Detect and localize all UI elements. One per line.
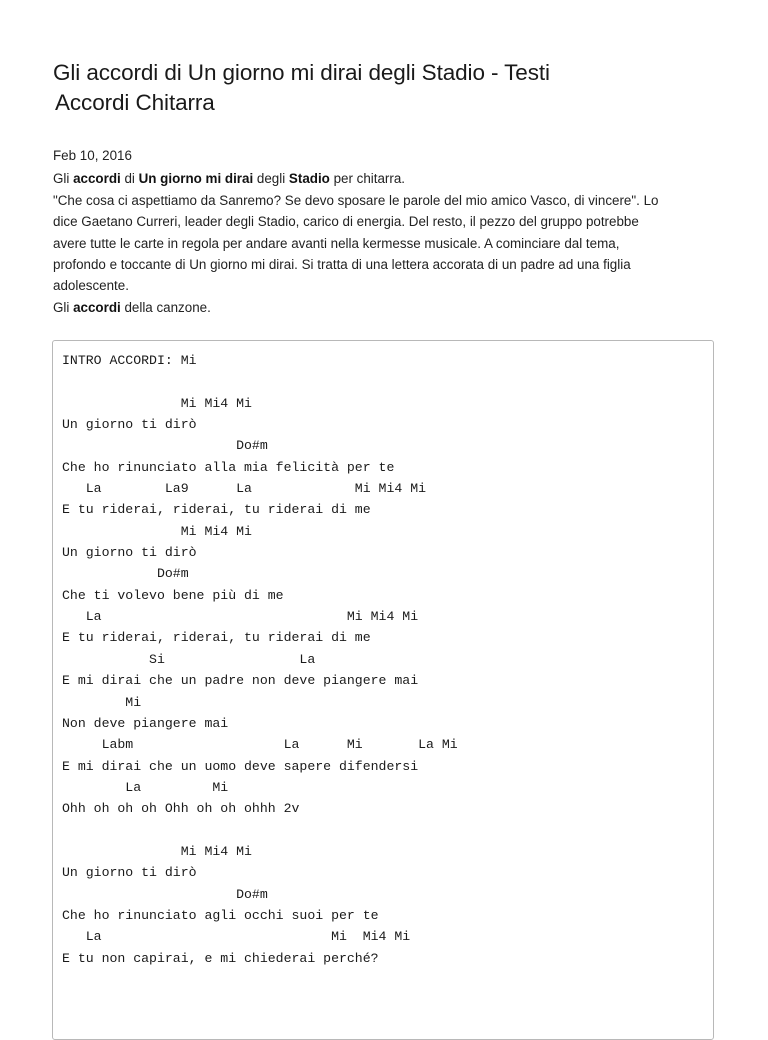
chord-line: Ohh oh oh oh Ohh oh oh ohhh 2v (62, 801, 300, 817)
chord-line: Che ti volevo bene più di me (62, 587, 284, 603)
chord-line: INTRO ACCORDI: Mi (62, 353, 197, 368)
description-line: "Che cosa ci aspettiamo da Sanremo? Se devo sposare le parole del mio amico Vasco, di vincere". Lo (53, 193, 659, 208)
intro-band-name: Stadio (288, 170, 330, 186)
chord-line: La Mi Mi4 Mi (62, 609, 419, 625)
chord-line: Mi (62, 694, 142, 710)
chord-line: Che ho rinunciato alla mia felicità per te (62, 459, 395, 475)
publish-date: Feb 10, 2016 (53, 148, 132, 163)
chord-line: Che ho rinunciato agli occhi suoi per te (62, 907, 379, 923)
chord-line: Mi Mi4 Mi (62, 523, 252, 539)
chord-line: Mi Mi4 Mi (62, 395, 252, 411)
chord-line: E mi dirai che un padre non deve piangere mai (62, 673, 419, 689)
intro-text-1: Gli (53, 170, 74, 186)
intro-text-3: degli (253, 170, 289, 186)
chords-text (53, 341, 713, 969)
chord-line: Un giorno ti dirò (62, 865, 197, 881)
intro-text-4: per chitarra. (329, 170, 406, 186)
intro-text-2: di (120, 170, 139, 186)
chord-line: Do#m (62, 566, 189, 582)
chord-line: Labm La Mi La Mi (62, 737, 458, 753)
description-line: avere tutte le carte in regola per andare avanti nella kermesse musicale. A cominciare dal tema, (53, 235, 620, 251)
chord-line: E tu riderai, riderai, tu riderai di me (62, 630, 371, 646)
title-line-2: Accordi Chitarra (55, 90, 215, 115)
description-line: profondo e toccante di Un giorno mi dirai. Si tratta di una lettera accorata di un padre ad una figlia (53, 257, 631, 273)
outro-text-2: della canzone. (120, 299, 211, 315)
chord-line: Un giorno ti dirò (62, 417, 197, 433)
outro-text-1: Gli (53, 299, 74, 315)
intro-sentence (53, 168, 723, 191)
intro-keyword-accordi: accordi (73, 170, 121, 186)
chord-line: Do#m (62, 438, 268, 454)
description-paragraph (53, 190, 723, 297)
chord-line: La La9 La Mi Mi4 Mi (62, 481, 427, 497)
chord-line: E mi dirai che un uomo deve sapere difendersi (62, 758, 419, 774)
chord-line (62, 820, 713, 841)
article-title (53, 58, 733, 118)
chord-line: E tu non capirai, e mi chiederai perché? (62, 950, 379, 966)
chord-line: La Mi Mi4 Mi (62, 929, 411, 945)
outro-keyword-accordi: accordi (73, 299, 121, 315)
chord-line: Do#m (62, 886, 268, 902)
chord-line (62, 371, 713, 392)
chord-line: Mi Mi4 Mi (62, 843, 252, 859)
description-line: adolescente. (53, 278, 129, 294)
intro-song-title: Un giorno mi dirai (138, 170, 254, 186)
article-body (53, 145, 723, 319)
outro-sentence (53, 297, 723, 320)
chord-line: La Mi (62, 779, 229, 795)
chord-line: Un giorno ti dirò (62, 545, 197, 561)
chords-box (52, 340, 714, 1040)
chord-line: Si La (62, 651, 316, 667)
chord-line: E tu riderai, riderai, tu riderai di me (62, 502, 371, 518)
chord-line: Non deve piangere mai (62, 715, 229, 731)
title-line-1: Gli accordi di Un giorno mi dirai degli Stadio - Testi (53, 60, 550, 85)
description-line: dice Gaetano Curreri, leader degli Stadio, carico di energia. Del resto, il pezzo del gruppo potrebbe (53, 214, 639, 230)
